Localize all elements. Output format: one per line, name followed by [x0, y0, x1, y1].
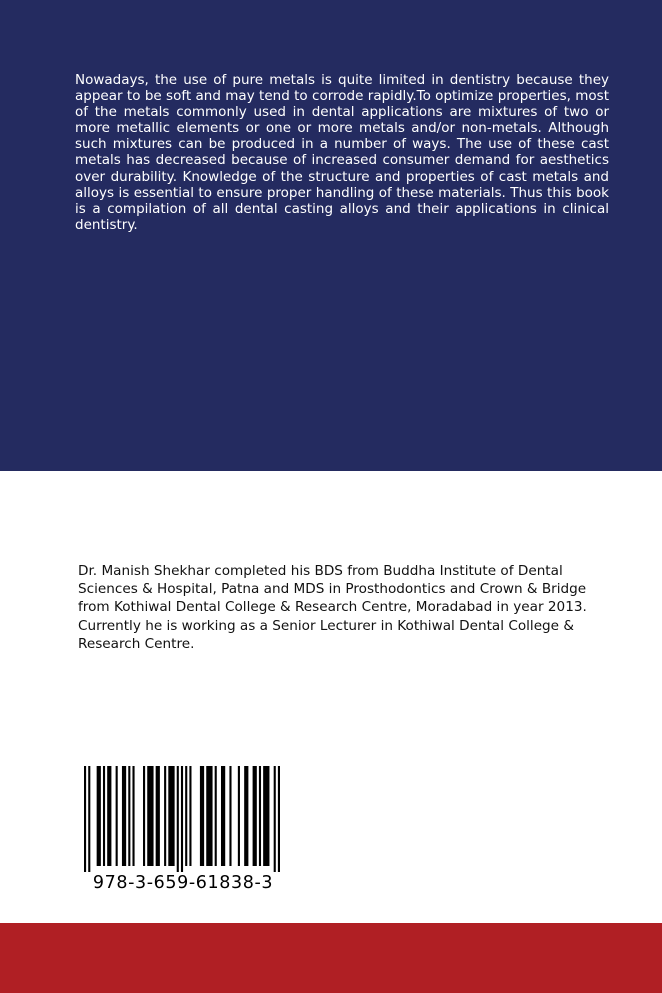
bottom-band	[0, 923, 662, 993]
blurb-panel	[0, 0, 662, 471]
author-bio: Dr. Manish Shekhar completed his BDS from Buddha Institute of Dental Sciences & Hospital, Patna and MDS in Prosthodontics and Crown & Bridge from Kothiwal Dental College & Research Centre, Moradabad in year 2013. Currently he is working as a Senior Lecturer in Kothiwal Dental College & Research Centre.	[78, 563, 587, 652]
book-blurb: Nowadays, the use of pure metals is quite limited in dentistry because they appear to be soft and may tend to corrode rapidly.To optimize properties, most of the metals commonly used in dental applications are mixtures of two or more metallic elements or one or more metals and/or non-metals. Although such mixtures can be produced in a number of ways. The use of these cast metals has decreased because of increased consumer demand for aesthetics over durability. Knowledge of the structure and properties of cast metals and alloys is essential to ensure proper handling of these materials. Thus this book is a compilation of all dental casting alloys and their applications in clinical dentistry.	[75, 72, 609, 233]
barcode	[78, 758, 288, 903]
isbn-number: 978-3-659-61838-3	[92, 873, 274, 893]
barcode-icon	[84, 766, 280, 872]
